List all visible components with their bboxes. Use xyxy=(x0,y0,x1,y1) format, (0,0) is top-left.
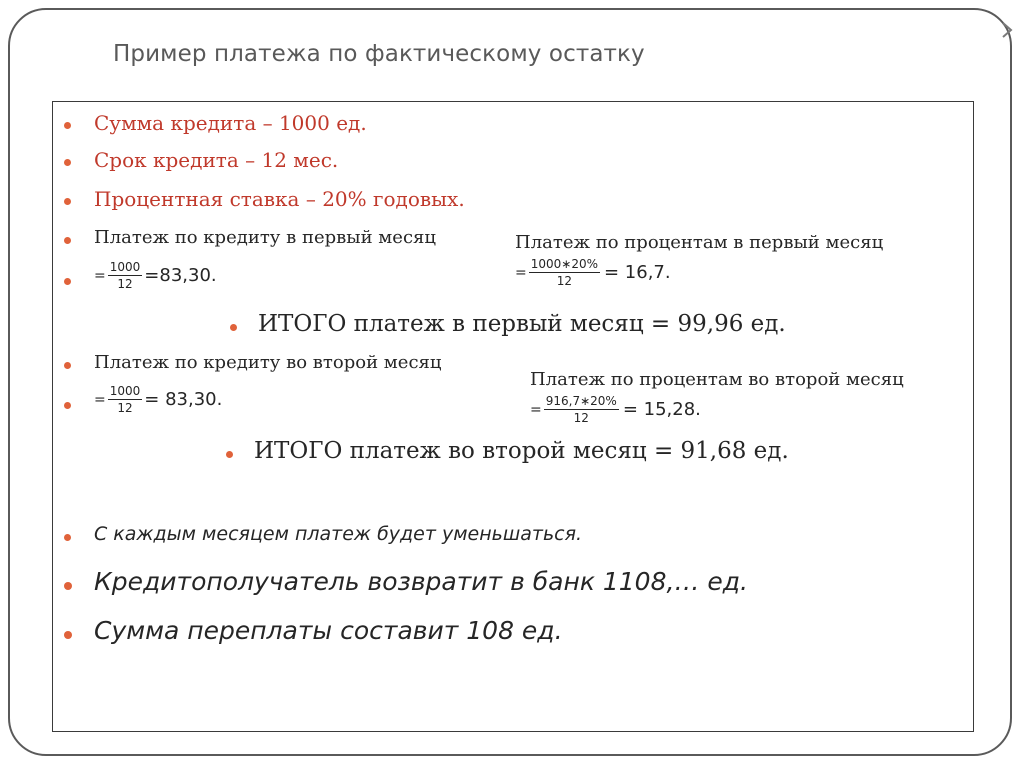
bullet-icon xyxy=(64,198,71,205)
bullet-icon xyxy=(64,402,71,409)
month1-total: ИТОГО платеж в первый месяц = 99,96 ед. xyxy=(258,311,786,337)
fraction xyxy=(529,257,600,288)
fraction xyxy=(108,384,143,415)
bullet-icon xyxy=(226,451,233,458)
bullet-icon xyxy=(64,122,71,129)
fraction-numerator: 1000∗20% xyxy=(530,257,598,271)
bullet-icon xyxy=(230,324,237,331)
formula-prefix: = xyxy=(530,401,542,418)
slide-title: Пример платежа по фактическому остатку xyxy=(113,41,645,67)
formula-result: = 16,7. xyxy=(604,262,671,283)
fraction-denominator: 12 xyxy=(117,401,133,415)
formula-result: = 15,28. xyxy=(622,399,701,420)
month2-principal-formula xyxy=(94,384,222,415)
month2-interest-label: Платеж по процентам во второй месяц xyxy=(530,369,904,390)
corner-ornament-icon xyxy=(1001,22,1013,38)
month2-total: ИТОГО платеж во второй месяц = 91,68 ед. xyxy=(254,438,789,464)
formula-result: = 83,30. xyxy=(144,389,223,410)
formula-prefix: = xyxy=(94,267,106,284)
fraction-denominator: 12 xyxy=(117,277,133,291)
interest-rate-text: Процентная ставка – 20% годовых. xyxy=(94,187,465,211)
loan-term-text: Срок кредита – 12 мес. xyxy=(94,148,339,172)
conclusion-overpayment: Сумма переплаты составит 108 ед. xyxy=(94,616,563,645)
formula-result: =83,30. xyxy=(144,265,217,286)
month2-principal-label: Платеж по кредиту во второй месяц xyxy=(94,352,442,373)
fraction-numerator: 1000 xyxy=(109,384,141,398)
bullet-icon xyxy=(64,159,71,166)
bullet-icon xyxy=(64,237,71,244)
fraction-numerator: 916,7∗20% xyxy=(545,394,617,408)
fraction-denominator: 12 xyxy=(573,411,589,425)
bullet-icon xyxy=(64,534,71,541)
fraction-numerator: 1000 xyxy=(109,260,141,274)
bullet-icon xyxy=(64,278,71,285)
bullet-icon xyxy=(64,362,71,369)
bullet-icon xyxy=(64,631,72,639)
month1-principal-label: Платеж по кредиту в первый месяц xyxy=(94,227,436,248)
fraction xyxy=(108,260,143,291)
month1-interest-label: Платеж по процентам в первый месяц xyxy=(515,232,884,253)
month2-interest-formula xyxy=(530,394,701,425)
formula-prefix: = xyxy=(515,264,527,281)
month1-interest-formula xyxy=(515,257,671,288)
conclusion-total-return: Кредитополучатель возвратит в банк 1108,… ед. xyxy=(94,567,749,596)
fraction xyxy=(544,394,619,425)
loan-amount-text: Сумма кредита – 1000 ед. xyxy=(94,111,367,135)
bullet-icon xyxy=(64,582,72,590)
conclusion-decreasing: С каждым месяцем платеж будет уменьшаться. xyxy=(94,523,583,545)
formula-prefix: = xyxy=(94,391,106,408)
month1-principal-formula xyxy=(94,260,217,291)
fraction-denominator: 12 xyxy=(556,274,572,288)
